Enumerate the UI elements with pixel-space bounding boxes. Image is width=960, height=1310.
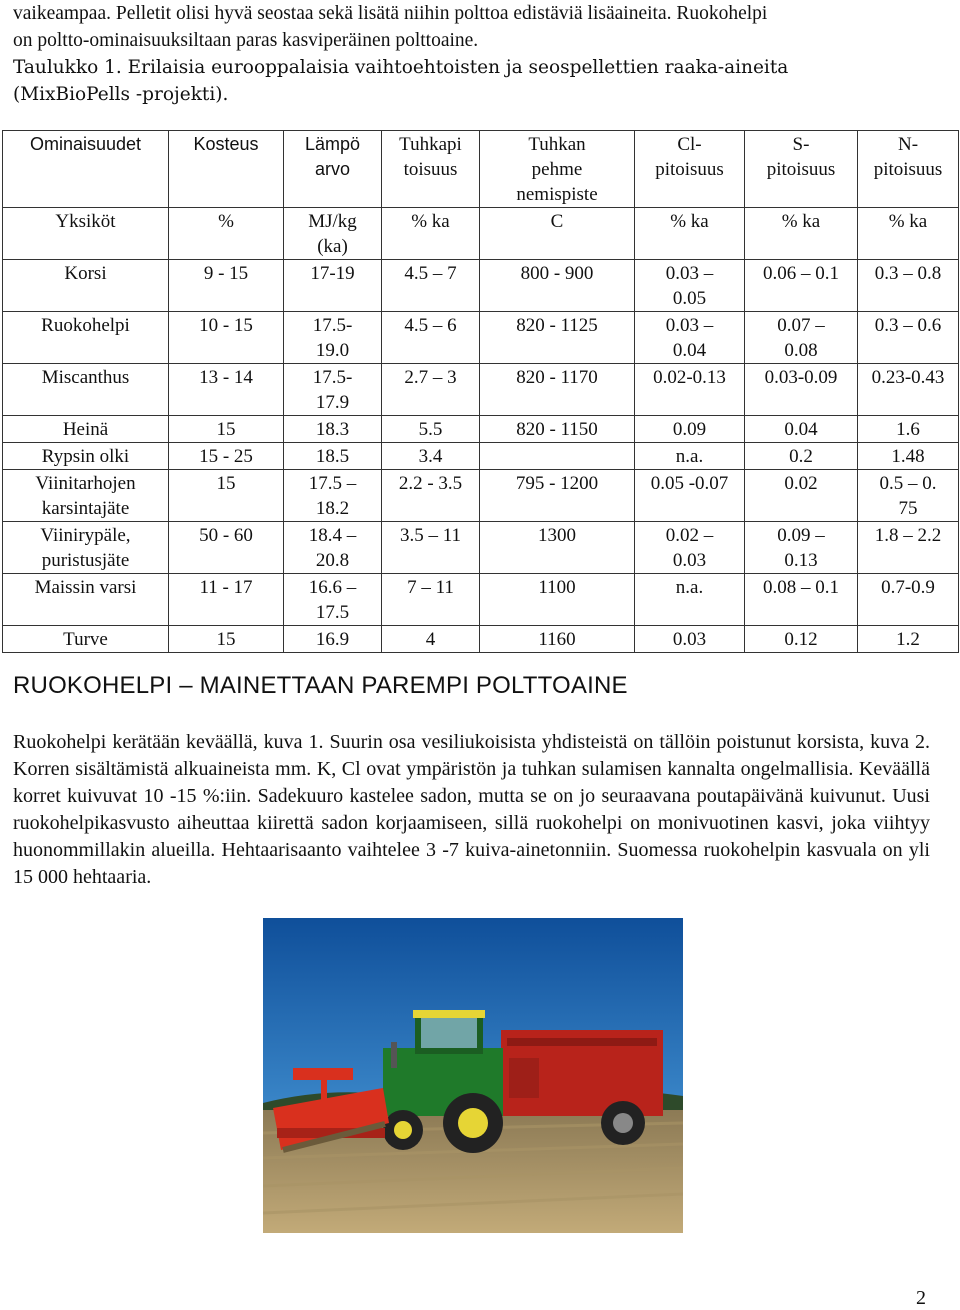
table-cell: 18.3: [284, 416, 382, 443]
table-cell: 17-19: [284, 260, 382, 312]
table-cell: 17.5 – 18.2: [284, 470, 382, 522]
table-header-row: [3, 131, 959, 208]
table-cell: S- pitoisuus: [745, 131, 858, 208]
table-cell: N- pitoisuus: [858, 131, 959, 208]
table-cell: 0.09 – 0.13: [745, 522, 858, 574]
row-label-cell: Ruokohelpi: [3, 312, 169, 364]
table-cell: 0.7-0.9: [858, 574, 959, 626]
table-cell: 1.6: [858, 416, 959, 443]
tractor-harvest-photo: [263, 918, 683, 1233]
table-cell: 15: [169, 470, 284, 522]
table-row: [3, 626, 959, 653]
table-cell: 820 - 1150: [480, 416, 635, 443]
table-cell: 18.5: [284, 443, 382, 470]
row-label-cell: Miscanthus: [3, 364, 169, 416]
table-units-row: [3, 208, 959, 260]
table-cell: 0.5 – 0. 75: [858, 470, 959, 522]
table-cell: 7 – 11: [382, 574, 480, 626]
table-cell: % ka: [382, 208, 480, 260]
table-cell: 3.4: [382, 443, 480, 470]
row-label-cell: Viinirypäle, puristusjäte: [3, 522, 169, 574]
table-cell: % ka: [745, 208, 858, 260]
table-caption: [13, 54, 948, 81]
table-cell: 4.5 – 7: [382, 260, 480, 312]
table-cell: 11 - 17: [169, 574, 284, 626]
table-cell: 4.5 – 6: [382, 312, 480, 364]
table-cell: 0.07 – 0.08: [745, 312, 858, 364]
table-cell: 16.6 – 17.5: [284, 574, 382, 626]
table-cell: 15: [169, 626, 284, 653]
table-cell: [480, 443, 635, 470]
intro-line: vaikeampaa. Pelletit olisi hyvä seostaa sekä lisätä niihin polttoa edistäviä lisäaineita. Ruokohelpi: [13, 3, 768, 24]
table-cell: Lämpö arvo: [284, 131, 382, 208]
table-cell: 5.5: [382, 416, 480, 443]
table-cell: 0.03: [635, 626, 745, 653]
row-label-cell: Ominaisuudet: [3, 131, 169, 208]
table-caption-cont: (MixBioPells -projekti).: [13, 84, 229, 105]
table-cell: 9 - 15: [169, 260, 284, 312]
table-cell: 1160: [480, 626, 635, 653]
table-cell: 0.05 -0.07: [635, 470, 745, 522]
table-cell: 0.02 – 0.03: [635, 522, 745, 574]
table-cell: 4: [382, 626, 480, 653]
table-cell: 15 - 25: [169, 443, 284, 470]
table-cell: MJ/kg (ka): [284, 208, 382, 260]
row-label-cell: Heinä: [3, 416, 169, 443]
row-label-cell: Maissin varsi: [3, 574, 169, 626]
intro-text: [13, 0, 948, 108]
table-row: [3, 443, 959, 470]
table-cell: 0.3 – 0.6: [858, 312, 959, 364]
row-label-cell: Viinitarhojen karsintajäte: [3, 470, 169, 522]
section-heading: RUOKOHELPI – MAINETTAAN PAREMPI POLTTOAINE: [13, 672, 628, 699]
table-cell: 1.8 – 2.2: [858, 522, 959, 574]
table-cell: 0.02: [745, 470, 858, 522]
row-label-cell: Turve: [3, 626, 169, 653]
table-cell: 0.2: [745, 443, 858, 470]
row-label-cell: Rypsin olki: [3, 443, 169, 470]
table-cell: 3.5 – 11: [382, 522, 480, 574]
table-cell: 13 - 14: [169, 364, 284, 416]
table-cell: 0.09: [635, 416, 745, 443]
table-cell: 0.02-0.13: [635, 364, 745, 416]
table-cell: 15: [169, 416, 284, 443]
intro-line: on poltto-ominaisuuksiltaan paras kasviperäinen polttoaine.: [13, 30, 479, 51]
table-cell: 1.48: [858, 443, 959, 470]
table-row: [3, 260, 959, 312]
table-cell: Tuhkapi toisuus: [382, 131, 480, 208]
table-cell: 0.23-0.43: [858, 364, 959, 416]
table-cell: 0.08 – 0.1: [745, 574, 858, 626]
table-row: [3, 312, 959, 364]
table-row: [3, 522, 959, 574]
row-label-cell: Korsi: [3, 260, 169, 312]
page-number: 2: [916, 1287, 926, 1309]
table-cell: 0.03 – 0.04: [635, 312, 745, 364]
table-cell: 17.5- 17.9: [284, 364, 382, 416]
table-cell: 2.2 - 3.5: [382, 470, 480, 522]
table-row: [3, 574, 959, 626]
table-cell: 0.12: [745, 626, 858, 653]
table-cell: n.a.: [635, 574, 745, 626]
table-cell: 820 - 1125: [480, 312, 635, 364]
body-paragraph: Ruokohelpi kerätään keväällä, kuva 1. Suurin osa vesiliukoisista yhdisteistä on tällöin poistunut korsista, kuva 2. Korren sisältämistä alkuaineista mm. K, Cl ovat ympäristön ja tuhkan sulamisen kannalta ongelmallisia. Keväällä korret kuivuvat 10 -15 %:iin. Sadekuuro kastelee sadon, mutta se on jo seuraavana poutapäivänä kuivunut. Uusi ruokohelpikasvusto aiheuttaa kiirettä sadon korjaamiseen, sillä ruokohelpi on monivuotinen kasvi, joka viihtyy huonommillakin alueilla. Hehtaarisaanto vaihtelee 3 -7 kuiva-ainetonniin. Suomessa ruokohelpin kasvuala on yli 15 000 hehtaaria.: [13, 731, 930, 888]
table-cell: 1100: [480, 574, 635, 626]
table-cell: Cl- pitoisuus: [635, 131, 745, 208]
biomass-properties-table: [2, 130, 959, 653]
table-cell: 0.03 – 0.05: [635, 260, 745, 312]
table-row: [3, 470, 959, 522]
table-cell: Kosteus: [169, 131, 284, 208]
table-cell: %: [169, 208, 284, 260]
table-cell: 2.7 – 3: [382, 364, 480, 416]
table-cell: 795 - 1200: [480, 470, 635, 522]
table-cell: 0.03-0.09: [745, 364, 858, 416]
table-cell: 18.4 – 20.8: [284, 522, 382, 574]
table-row: [3, 364, 959, 416]
table-cell: Tuhkan pehme nemispiste: [480, 131, 635, 208]
table-row: [3, 416, 959, 443]
table-cell: 800 - 900: [480, 260, 635, 312]
table-cell: 10 - 15: [169, 312, 284, 364]
table-cell: 820 - 1170: [480, 364, 635, 416]
caption-line: Taulukko 1. Erilaisia eurooppalaisia vaihtoehtoisten ja seospellettien raaka-aineita: [13, 57, 789, 78]
table-cell: n.a.: [635, 443, 745, 470]
table-cell: 16.9: [284, 626, 382, 653]
table-cell: % ka: [858, 208, 959, 260]
table-cell: 1300: [480, 522, 635, 574]
row-label-cell: Yksiköt: [3, 208, 169, 260]
table-cell: 0.06 – 0.1: [745, 260, 858, 312]
table-cell: 0.04: [745, 416, 858, 443]
table-cell: 0.3 – 0.8: [858, 260, 959, 312]
table-cell: 17.5- 19.0: [284, 312, 382, 364]
table-cell: 50 - 60: [169, 522, 284, 574]
table-cell: % ka: [635, 208, 745, 260]
table-cell: C: [480, 208, 635, 260]
table-cell: 1.2: [858, 626, 959, 653]
